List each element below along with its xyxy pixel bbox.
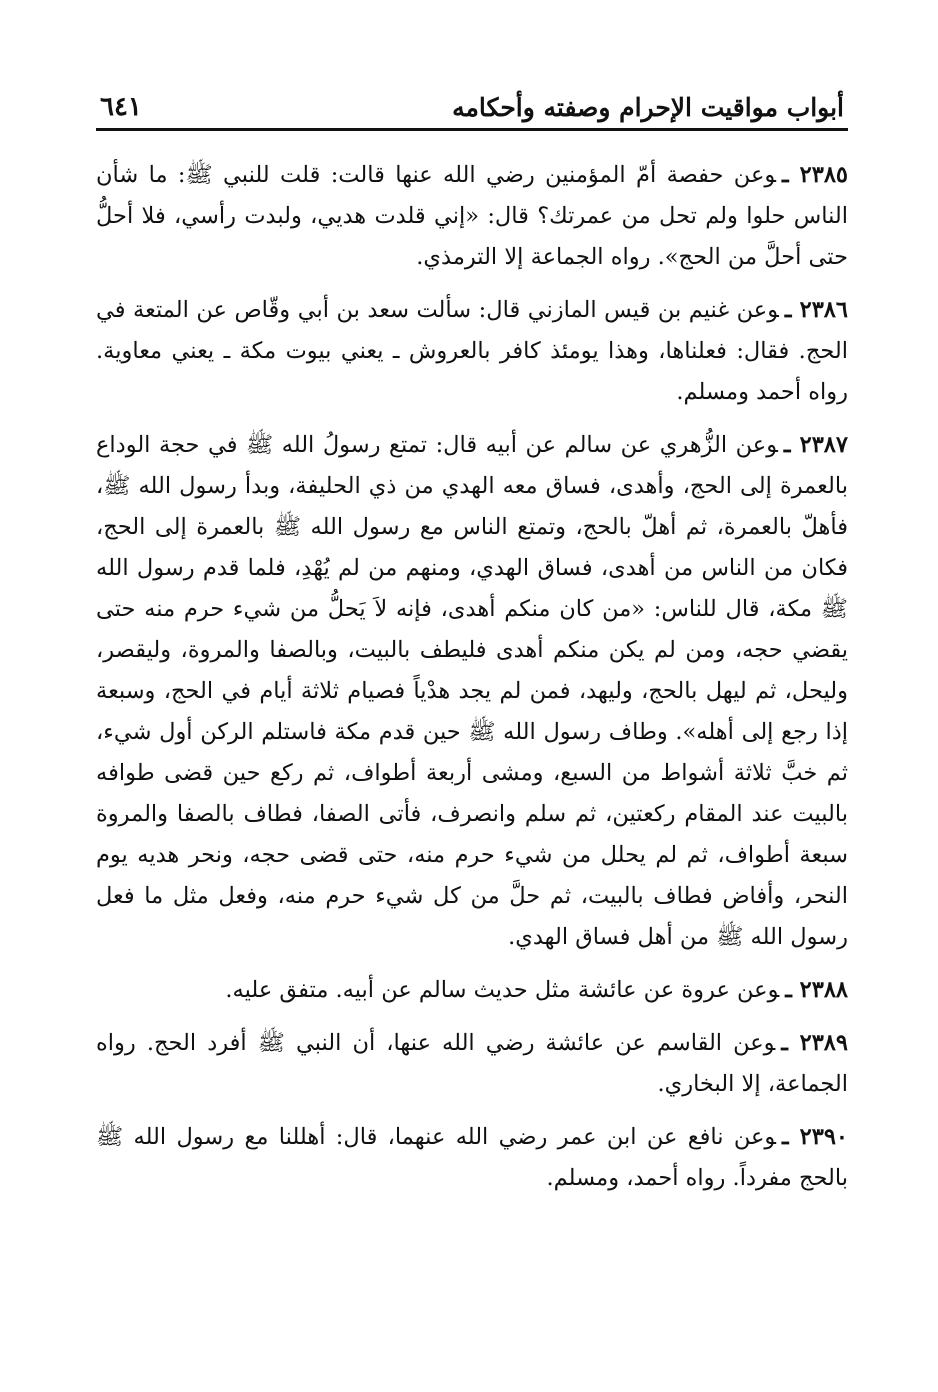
page-number: ٦٤١ [100, 92, 142, 122]
hadith-number: ٢٣٨٦ ـ [784, 297, 848, 323]
hadith-text: وعن حفصة أمّ المؤمنين رضي الله عنها قالت: قلت للنبي ﷺ: ما شأن الناس حلوا ولم تحل من عمرتك؟ قال: «إني قلدت هديي، ولبدت رأسي، فلا أحلُّ حتى أحلَّ من الحج». رواه الجماعة إلا الترمذي. [96, 162, 848, 270]
hadith-number: ٢٣٨٨ ـ [785, 977, 848, 1003]
hadith-paragraph [96, 1023, 848, 1105]
hadith-text: وعن عروة عن عائشة مثل حديث سالم عن أبيه. متفق عليه. [225, 977, 780, 1003]
hadith-number: ٢٣٩٠ ـ [782, 1124, 848, 1150]
book-page [96, 70, 848, 1211]
hadith-text: وعن الزُّهري عن سالم عن أبيه قال: تمتع رسولُ الله ﷺ في حجة الوداع بالعمرة إلى الحج، وأهدى، فساق معه الهدي من ذي الحليفة، وبدأ رسول الله ﷺ، فأهلّ بالعمرة، ثم أهلّ بالحج، وتمتع الناس مع رسول الله ﷺ بالعمرة إلى الحج، فكان من الناس من أهدى، فساق الهدي، ومنهم من لم يُهْدِ، فلما قدم رسول الله ﷺ مكة، قال للناس: «من كان منكم أهدى، فإنه لاَ يَحلُّ من شيء حرم منه حتى يقضي حجه، ومن لم يكن منكم أهدى فليطف بالبيت، وبالصفا والمروة، وليقصر، وليحل، ثم ليهل بالحج، وليهد، فمن لم يجد هدْياً فصيام ثلاثة أيام في الحج، وسبعة إذا رجع إلى أهله». وطاف رسول الله ﷺ حين قدم مكة فاستلم الركن أول شيء، ثم خبَّ ثلاثة أشواط من السبع، ومشى أربعة أطواف، ثم ركع حين قضى طوافه بالبيت عند المقام ركعتين، ثم سلم وانصرف، فأتى الصفا، فطاف بالصفا والمروة سبعة أطواف، ثم لم يحلل من شيء حرم منه، حتى قضى حجه، ونحر هديه يوم النحر، وأفاض فطاف بالبيت، ثم حلَّ من كل شيء حرم منه، وفعل مثل ما فعل رسول الله ﷺ من أهل فساق الهدي. [96, 432, 848, 950]
hadith-paragraph [96, 1117, 848, 1199]
hadith-text: وعن نافع عن ابن عمر رضي الله عنهما، قال: أهللنا مع رسول الله ﷺ بالحج مفرداً. رواه أحمد، ومسلم. [96, 1124, 848, 1191]
hadith-text: وعن القاسم عن عائشة رضي الله عنها، أن النبي ﷺ أفرد الحج. رواه الجماعة، إلا البخاري. [96, 1030, 848, 1097]
page-body [96, 155, 848, 1199]
page-header [96, 70, 848, 131]
hadith-paragraph [96, 155, 848, 278]
hadith-number: ٢٣٨٥ ـ [782, 162, 848, 188]
hadith-paragraph [96, 425, 848, 958]
chapter-title: أبواب مواقيت الإحرام وصفته وأحكامه [452, 93, 844, 122]
hadith-paragraph [96, 290, 848, 413]
hadith-number: ٢٣٨٩ ـ [781, 1030, 848, 1056]
hadith-number: ٢٣٨٧ ـ [783, 432, 848, 458]
hadith-paragraph [96, 970, 848, 1011]
hadith-text: وعن غنيم بن قيس المازني قال: سألت سعد بن أبي وقّاص عن المتعة في الحج. فقال: فعلناها، وهذا يومئذ كافر بالعروش ـ يعني بيوت مكة ـ يعني معاوية. رواه أحمد ومسلم. [96, 297, 848, 405]
